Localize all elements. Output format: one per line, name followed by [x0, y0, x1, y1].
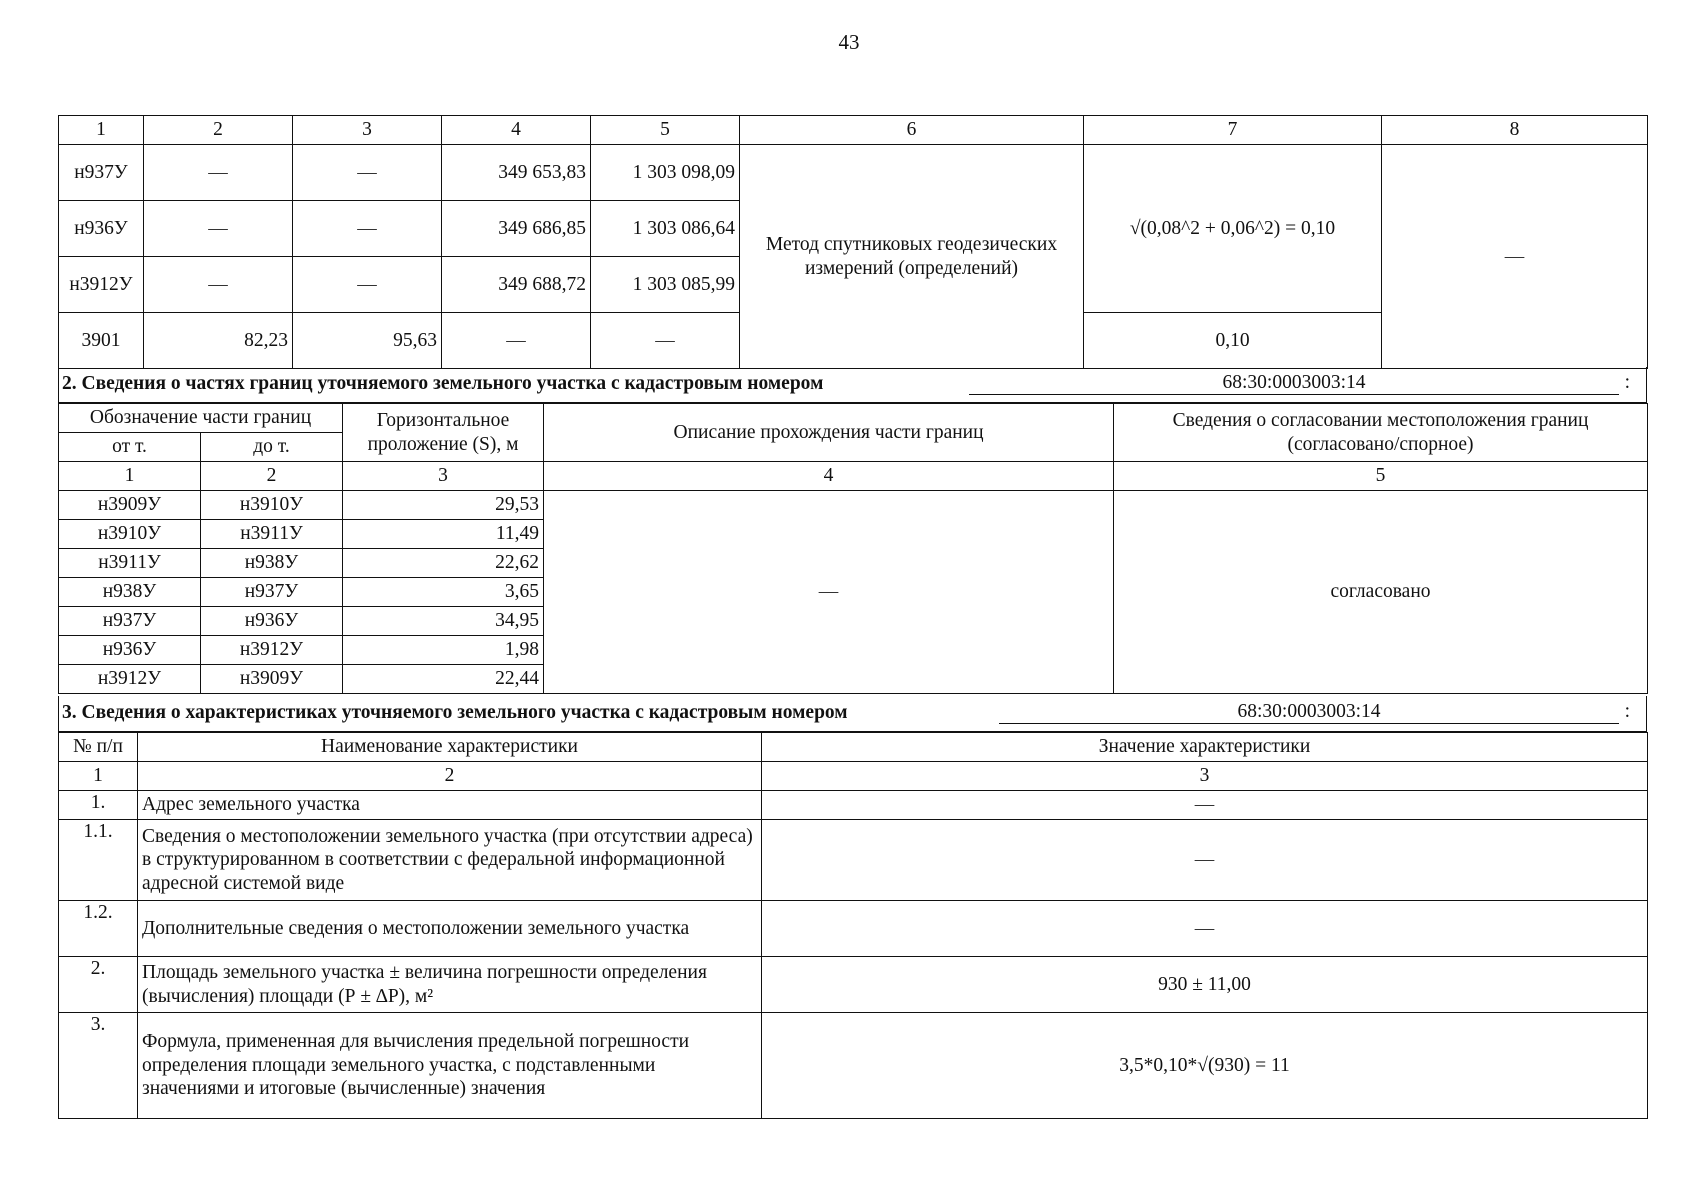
to-point: н936У — [201, 607, 343, 636]
section-3-heading — [58, 696, 1647, 732]
table-row — [59, 901, 1648, 957]
col8-cell: — — [1382, 145, 1648, 369]
colon: : — [1624, 701, 1630, 722]
item-value: — — [762, 901, 1648, 957]
header-value: Значение характеристики — [762, 733, 1648, 762]
table-row — [59, 957, 1648, 1013]
item-value: — — [762, 820, 1648, 901]
column-number: 6 — [740, 116, 1084, 145]
table-row — [59, 491, 1648, 520]
from-point: н936У — [59, 636, 201, 665]
to-point: н937У — [201, 578, 343, 607]
to-point: н3909У — [201, 665, 343, 694]
from-point: н3910У — [59, 520, 201, 549]
column-number: 3 — [343, 462, 544, 491]
coordinate-x: — — [442, 313, 591, 369]
section-2-heading — [58, 367, 1647, 403]
from-point: н3911У — [59, 549, 201, 578]
horizontal-distance: 11,49 — [343, 520, 544, 549]
header-horizontal: Горизонтальное проложение (S), м — [343, 404, 544, 462]
column-number: 7 — [1084, 116, 1382, 145]
coordinate-y: — — [591, 313, 740, 369]
column-number: 1 — [59, 462, 201, 491]
column-number: 3 — [293, 116, 442, 145]
point-id: н937У — [59, 145, 144, 201]
cell-value: — — [293, 145, 442, 201]
to-point: н3910У — [201, 491, 343, 520]
column-number: 2 — [138, 762, 762, 791]
horizontal-distance: 1,98 — [343, 636, 544, 665]
column-number: 5 — [591, 116, 740, 145]
item-name: Сведения о местоположении земельного участка (при отсутствии адреса) в структурированном в соответствии с федеральной информационной адресной системой виде — [138, 820, 762, 901]
characteristics-table — [58, 732, 1648, 1119]
column-number: 1 — [59, 762, 138, 791]
item-number: 1.2. — [59, 901, 138, 957]
column-number: 2 — [201, 462, 343, 491]
coordinate-y: 1 303 086,64 — [591, 201, 740, 257]
coordinate-y: 1 303 085,99 — [591, 257, 740, 313]
from-point: н937У — [59, 607, 201, 636]
column-number: 3 — [762, 762, 1648, 791]
point-id: н936У — [59, 201, 144, 257]
table-row — [59, 820, 1648, 901]
description-cell: — — [544, 491, 1114, 694]
item-name: Площадь земельного участка ± величина погрешности определения (вычисления) площади (Р ± ∆Р), м² — [138, 957, 762, 1013]
cell-value: — — [293, 201, 442, 257]
header-row — [59, 733, 1648, 762]
item-number: 1.1. — [59, 820, 138, 901]
agreement-cell: согласовано — [1114, 491, 1648, 694]
horizontal-distance: 3,65 — [343, 578, 544, 607]
coordinate-x: 349 653,83 — [442, 145, 591, 201]
column-number-row — [59, 462, 1648, 491]
column-number: 4 — [442, 116, 591, 145]
page-number: 43 — [838, 30, 860, 54]
horizontal-distance: 22,62 — [343, 549, 544, 578]
point-id: н3912У — [59, 257, 144, 313]
coordinate-x: 349 686,85 — [442, 201, 591, 257]
cell-value: — — [293, 257, 442, 313]
to-point: н3911У — [201, 520, 343, 549]
column-number: 5 — [1114, 462, 1648, 491]
header-designation: Обозначение части границ — [59, 404, 343, 433]
horizontal-distance: 29,53 — [343, 491, 544, 520]
table-row — [59, 1013, 1648, 1119]
header-row — [59, 404, 1648, 433]
column-number: 4 — [544, 462, 1114, 491]
point-id: 3901 — [59, 313, 144, 369]
column-number: 8 — [1382, 116, 1648, 145]
item-value: — — [762, 791, 1648, 820]
coordinate-x: 349 688,72 — [442, 257, 591, 313]
cell-value: 95,63 — [293, 313, 442, 369]
header-description: Описание прохождения части границ — [544, 404, 1114, 462]
column-number-row — [59, 116, 1648, 145]
from-point: н938У — [59, 578, 201, 607]
horizontal-distance: 22,44 — [343, 665, 544, 694]
item-number: 1. — [59, 791, 138, 820]
column-number: 1 — [59, 116, 144, 145]
formula-result-cell: 0,10 — [1084, 313, 1382, 369]
formula-cell: √(0,08^2 + 0,06^2) = 0,10 — [1084, 145, 1382, 313]
item-number: 2. — [59, 957, 138, 1013]
cell-value: — — [144, 145, 293, 201]
to-point: н938У — [201, 549, 343, 578]
table-row — [59, 791, 1648, 820]
column-number-row — [59, 762, 1648, 791]
item-name: Адрес земельного участка — [138, 791, 762, 820]
cadastral-number: 68:30:0003003:14 — [999, 701, 1619, 724]
colon: : — [1624, 372, 1630, 393]
section-title: 3. Сведения о характеристиках уточняемого земельного участка с кадастровым номером — [62, 702, 848, 723]
horizontal-distance: 34,95 — [343, 607, 544, 636]
from-point: н3912У — [59, 665, 201, 694]
column-number: 2 — [144, 116, 293, 145]
item-value: 3,5*0,10*√(930) = 11 — [762, 1013, 1648, 1119]
cell-value: — — [144, 257, 293, 313]
cadastral-number: 68:30:0003003:14 — [969, 372, 1619, 395]
boundary-parts-table — [58, 403, 1648, 694]
coordinates-table — [58, 115, 1648, 369]
item-number: 3. — [59, 1013, 138, 1119]
header-agreement: Сведения о согласовании местоположения границ (согласовано/спорное) — [1114, 404, 1648, 462]
coordinate-y: 1 303 098,09 — [591, 145, 740, 201]
header-from: от т. — [59, 433, 201, 462]
section-title: 2. Сведения о частях границ уточняемого земельного участка с кадастровым номером — [62, 373, 824, 394]
item-value: 930 ± 11,00 — [762, 957, 1648, 1013]
table-row — [59, 145, 1648, 201]
item-name: Дополнительные сведения о местоположении земельного участка — [138, 901, 762, 957]
method-cell: Метод спутниковых геодезических измерений (определений) — [740, 145, 1084, 369]
to-point: н3912У — [201, 636, 343, 665]
header-num: № п/п — [59, 733, 138, 762]
cell-value: 82,23 — [144, 313, 293, 369]
header-to: до т. — [201, 433, 343, 462]
item-name: Формула, примененная для вычисления предельной погрешности определения площади земельного участка, с подставленными значениями и итоговые (вычисленные) значения — [138, 1013, 762, 1119]
from-point: н3909У — [59, 491, 201, 520]
header-name: Наименование характеристики — [138, 733, 762, 762]
cell-value: — — [144, 201, 293, 257]
